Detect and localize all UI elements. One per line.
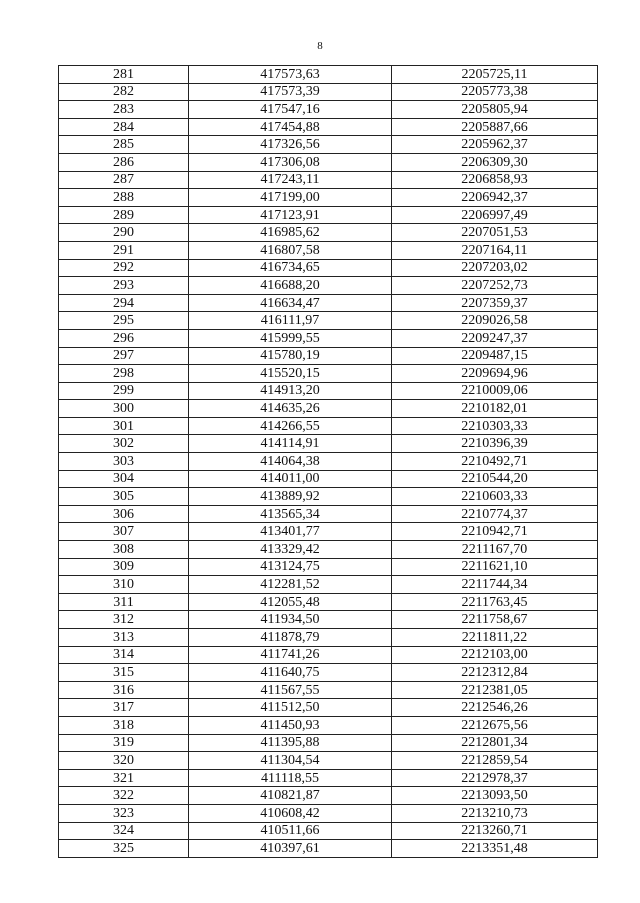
table-row [59, 716, 598, 734]
y-coordinate-cell: 2207164,11 [392, 241, 598, 259]
table-row [59, 224, 598, 242]
table-row [59, 66, 598, 84]
x-coordinate-cell: 416985,62 [189, 224, 392, 242]
y-coordinate-cell: 2205805,94 [392, 101, 598, 119]
point-number-cell: 310 [59, 576, 189, 594]
table-row [59, 752, 598, 770]
point-number-cell: 320 [59, 752, 189, 770]
point-number-cell: 288 [59, 189, 189, 207]
point-number-cell: 314 [59, 646, 189, 664]
y-coordinate-cell: 2212103,00 [392, 646, 598, 664]
y-coordinate-cell: 2212312,84 [392, 664, 598, 682]
x-coordinate-cell: 413889,92 [189, 488, 392, 506]
table-row [59, 347, 598, 365]
point-number-cell: 316 [59, 681, 189, 699]
point-number-cell: 319 [59, 734, 189, 752]
x-coordinate-cell: 416734,65 [189, 259, 392, 277]
x-coordinate-cell: 417243,11 [189, 171, 392, 189]
y-coordinate-cell: 2211167,70 [392, 541, 598, 559]
table-row [59, 312, 598, 330]
y-coordinate-cell: 2210182,01 [392, 400, 598, 418]
x-coordinate-cell: 416111,97 [189, 312, 392, 330]
y-coordinate-cell: 2213210,73 [392, 804, 598, 822]
table-row [59, 840, 598, 858]
table-row [59, 734, 598, 752]
coordinates-table-body [59, 66, 598, 858]
table-row [59, 470, 598, 488]
table-row [59, 136, 598, 154]
y-coordinate-cell: 2210303,33 [392, 417, 598, 435]
x-coordinate-cell: 414064,38 [189, 453, 392, 471]
table-row [59, 822, 598, 840]
y-coordinate-cell: 2207252,73 [392, 277, 598, 295]
y-coordinate-cell: 2211758,67 [392, 611, 598, 629]
point-number-cell: 283 [59, 101, 189, 119]
x-coordinate-cell: 411878,79 [189, 629, 392, 647]
x-coordinate-cell: 417199,00 [189, 189, 392, 207]
table-row [59, 206, 598, 224]
table-row [59, 505, 598, 523]
table-row [59, 541, 598, 559]
y-coordinate-cell: 2212801,34 [392, 734, 598, 752]
x-coordinate-cell: 410397,61 [189, 840, 392, 858]
y-coordinate-cell: 2211744,34 [392, 576, 598, 594]
y-coordinate-cell: 2211621,10 [392, 558, 598, 576]
table-row [59, 241, 598, 259]
table-row [59, 646, 598, 664]
y-coordinate-cell: 2211811,22 [392, 629, 598, 647]
y-coordinate-cell: 2207051,53 [392, 224, 598, 242]
point-number-cell: 292 [59, 259, 189, 277]
point-number-cell: 289 [59, 206, 189, 224]
table-row [59, 523, 598, 541]
point-number-cell: 282 [59, 83, 189, 101]
x-coordinate-cell: 413124,75 [189, 558, 392, 576]
x-coordinate-cell: 413329,42 [189, 541, 392, 559]
point-number-cell: 296 [59, 329, 189, 347]
table-row [59, 118, 598, 136]
point-number-cell: 287 [59, 171, 189, 189]
table-row [59, 611, 598, 629]
point-number-cell: 305 [59, 488, 189, 506]
point-number-cell: 325 [59, 840, 189, 858]
y-coordinate-cell: 2210942,71 [392, 523, 598, 541]
y-coordinate-cell: 2211763,45 [392, 593, 598, 611]
y-coordinate-cell: 2210009,06 [392, 382, 598, 400]
y-coordinate-cell: 2209694,96 [392, 365, 598, 383]
y-coordinate-cell: 2205773,38 [392, 83, 598, 101]
point-number-cell: 304 [59, 470, 189, 488]
y-coordinate-cell: 2210774,37 [392, 505, 598, 523]
table-row [59, 417, 598, 435]
table-row [59, 153, 598, 171]
point-number-cell: 311 [59, 593, 189, 611]
x-coordinate-cell: 414011,00 [189, 470, 392, 488]
point-number-cell: 315 [59, 664, 189, 682]
table-row [59, 769, 598, 787]
x-coordinate-cell: 411395,88 [189, 734, 392, 752]
x-coordinate-cell: 415520,15 [189, 365, 392, 383]
table-row [59, 101, 598, 119]
x-coordinate-cell: 417547,16 [189, 101, 392, 119]
x-coordinate-cell: 410511,66 [189, 822, 392, 840]
y-coordinate-cell: 2209026,58 [392, 312, 598, 330]
point-number-cell: 322 [59, 787, 189, 805]
point-number-cell: 294 [59, 294, 189, 312]
point-number-cell: 303 [59, 453, 189, 471]
y-coordinate-cell: 2212381,05 [392, 681, 598, 699]
x-coordinate-cell: 411304,54 [189, 752, 392, 770]
y-coordinate-cell: 2207359,37 [392, 294, 598, 312]
y-coordinate-cell: 2205887,66 [392, 118, 598, 136]
x-coordinate-cell: 412281,52 [189, 576, 392, 594]
y-coordinate-cell: 2209487,15 [392, 347, 598, 365]
y-coordinate-cell: 2206997,49 [392, 206, 598, 224]
table-row [59, 558, 598, 576]
table-row [59, 593, 598, 611]
y-coordinate-cell: 2213093,50 [392, 787, 598, 805]
point-number-cell: 300 [59, 400, 189, 418]
y-coordinate-cell: 2213260,71 [392, 822, 598, 840]
point-number-cell: 324 [59, 822, 189, 840]
table-row [59, 382, 598, 400]
y-coordinate-cell: 2206942,37 [392, 189, 598, 207]
y-coordinate-cell: 2210603,33 [392, 488, 598, 506]
x-coordinate-cell: 413565,34 [189, 505, 392, 523]
point-number-cell: 318 [59, 716, 189, 734]
point-number-cell: 308 [59, 541, 189, 559]
y-coordinate-cell: 2210492,71 [392, 453, 598, 471]
y-coordinate-cell: 2212546,26 [392, 699, 598, 717]
point-number-cell: 313 [59, 629, 189, 647]
point-number-cell: 307 [59, 523, 189, 541]
point-number-cell: 306 [59, 505, 189, 523]
point-number-cell: 285 [59, 136, 189, 154]
table-row [59, 189, 598, 207]
x-coordinate-cell: 411640,75 [189, 664, 392, 682]
x-coordinate-cell: 415999,55 [189, 329, 392, 347]
table-row [59, 576, 598, 594]
x-coordinate-cell: 410821,87 [189, 787, 392, 805]
y-coordinate-cell: 2205962,37 [392, 136, 598, 154]
point-number-cell: 281 [59, 66, 189, 84]
y-coordinate-cell: 2207203,02 [392, 259, 598, 277]
point-number-cell: 317 [59, 699, 189, 717]
point-number-cell: 284 [59, 118, 189, 136]
point-number-cell: 321 [59, 769, 189, 787]
x-coordinate-cell: 414266,55 [189, 417, 392, 435]
x-coordinate-cell: 414114,91 [189, 435, 392, 453]
y-coordinate-cell: 2210396,39 [392, 435, 598, 453]
table-row [59, 259, 598, 277]
y-coordinate-cell: 2212978,37 [392, 769, 598, 787]
point-number-cell: 299 [59, 382, 189, 400]
table-row [59, 365, 598, 383]
table-row [59, 294, 598, 312]
x-coordinate-cell: 410608,42 [189, 804, 392, 822]
x-coordinate-cell: 412055,48 [189, 593, 392, 611]
y-coordinate-cell: 2206309,30 [392, 153, 598, 171]
point-number-cell: 286 [59, 153, 189, 171]
table-row [59, 277, 598, 295]
table-row [59, 664, 598, 682]
y-coordinate-cell: 2206858,93 [392, 171, 598, 189]
table-row [59, 453, 598, 471]
table-row [59, 629, 598, 647]
x-coordinate-cell: 413401,77 [189, 523, 392, 541]
point-number-cell: 297 [59, 347, 189, 365]
y-coordinate-cell: 2205725,11 [392, 66, 598, 84]
point-number-cell: 293 [59, 277, 189, 295]
y-coordinate-cell: 2213351,48 [392, 840, 598, 858]
x-coordinate-cell: 411512,50 [189, 699, 392, 717]
x-coordinate-cell: 411118,55 [189, 769, 392, 787]
y-coordinate-cell: 2212675,56 [392, 716, 598, 734]
coordinates-table [58, 65, 598, 858]
x-coordinate-cell: 415780,19 [189, 347, 392, 365]
x-coordinate-cell: 416688,20 [189, 277, 392, 295]
point-number-cell: 295 [59, 312, 189, 330]
x-coordinate-cell: 411567,55 [189, 681, 392, 699]
x-coordinate-cell: 417573,63 [189, 66, 392, 84]
x-coordinate-cell: 417454,88 [189, 118, 392, 136]
point-number-cell: 298 [59, 365, 189, 383]
x-coordinate-cell: 417573,39 [189, 83, 392, 101]
x-coordinate-cell: 417306,08 [189, 153, 392, 171]
y-coordinate-cell: 2212859,54 [392, 752, 598, 770]
page-number: 8 [317, 40, 323, 52]
x-coordinate-cell: 411934,50 [189, 611, 392, 629]
x-coordinate-cell: 414635,26 [189, 400, 392, 418]
table-row [59, 488, 598, 506]
point-number-cell: 309 [59, 558, 189, 576]
x-coordinate-cell: 417326,56 [189, 136, 392, 154]
x-coordinate-cell: 411450,93 [189, 716, 392, 734]
point-number-cell: 323 [59, 804, 189, 822]
table-row [59, 699, 598, 717]
point-number-cell: 291 [59, 241, 189, 259]
table-row [59, 400, 598, 418]
x-coordinate-cell: 417123,91 [189, 206, 392, 224]
table-row [59, 83, 598, 101]
table-row [59, 435, 598, 453]
table-row [59, 804, 598, 822]
y-coordinate-cell: 2209247,37 [392, 329, 598, 347]
table-row [59, 171, 598, 189]
x-coordinate-cell: 416634,47 [189, 294, 392, 312]
table-row [59, 787, 598, 805]
x-coordinate-cell: 411741,26 [189, 646, 392, 664]
point-number-cell: 312 [59, 611, 189, 629]
x-coordinate-cell: 416807,58 [189, 241, 392, 259]
point-number-cell: 301 [59, 417, 189, 435]
y-coordinate-cell: 2210544,20 [392, 470, 598, 488]
table-row [59, 329, 598, 347]
point-number-cell: 290 [59, 224, 189, 242]
x-coordinate-cell: 414913,20 [189, 382, 392, 400]
table-row [59, 681, 598, 699]
point-number-cell: 302 [59, 435, 189, 453]
